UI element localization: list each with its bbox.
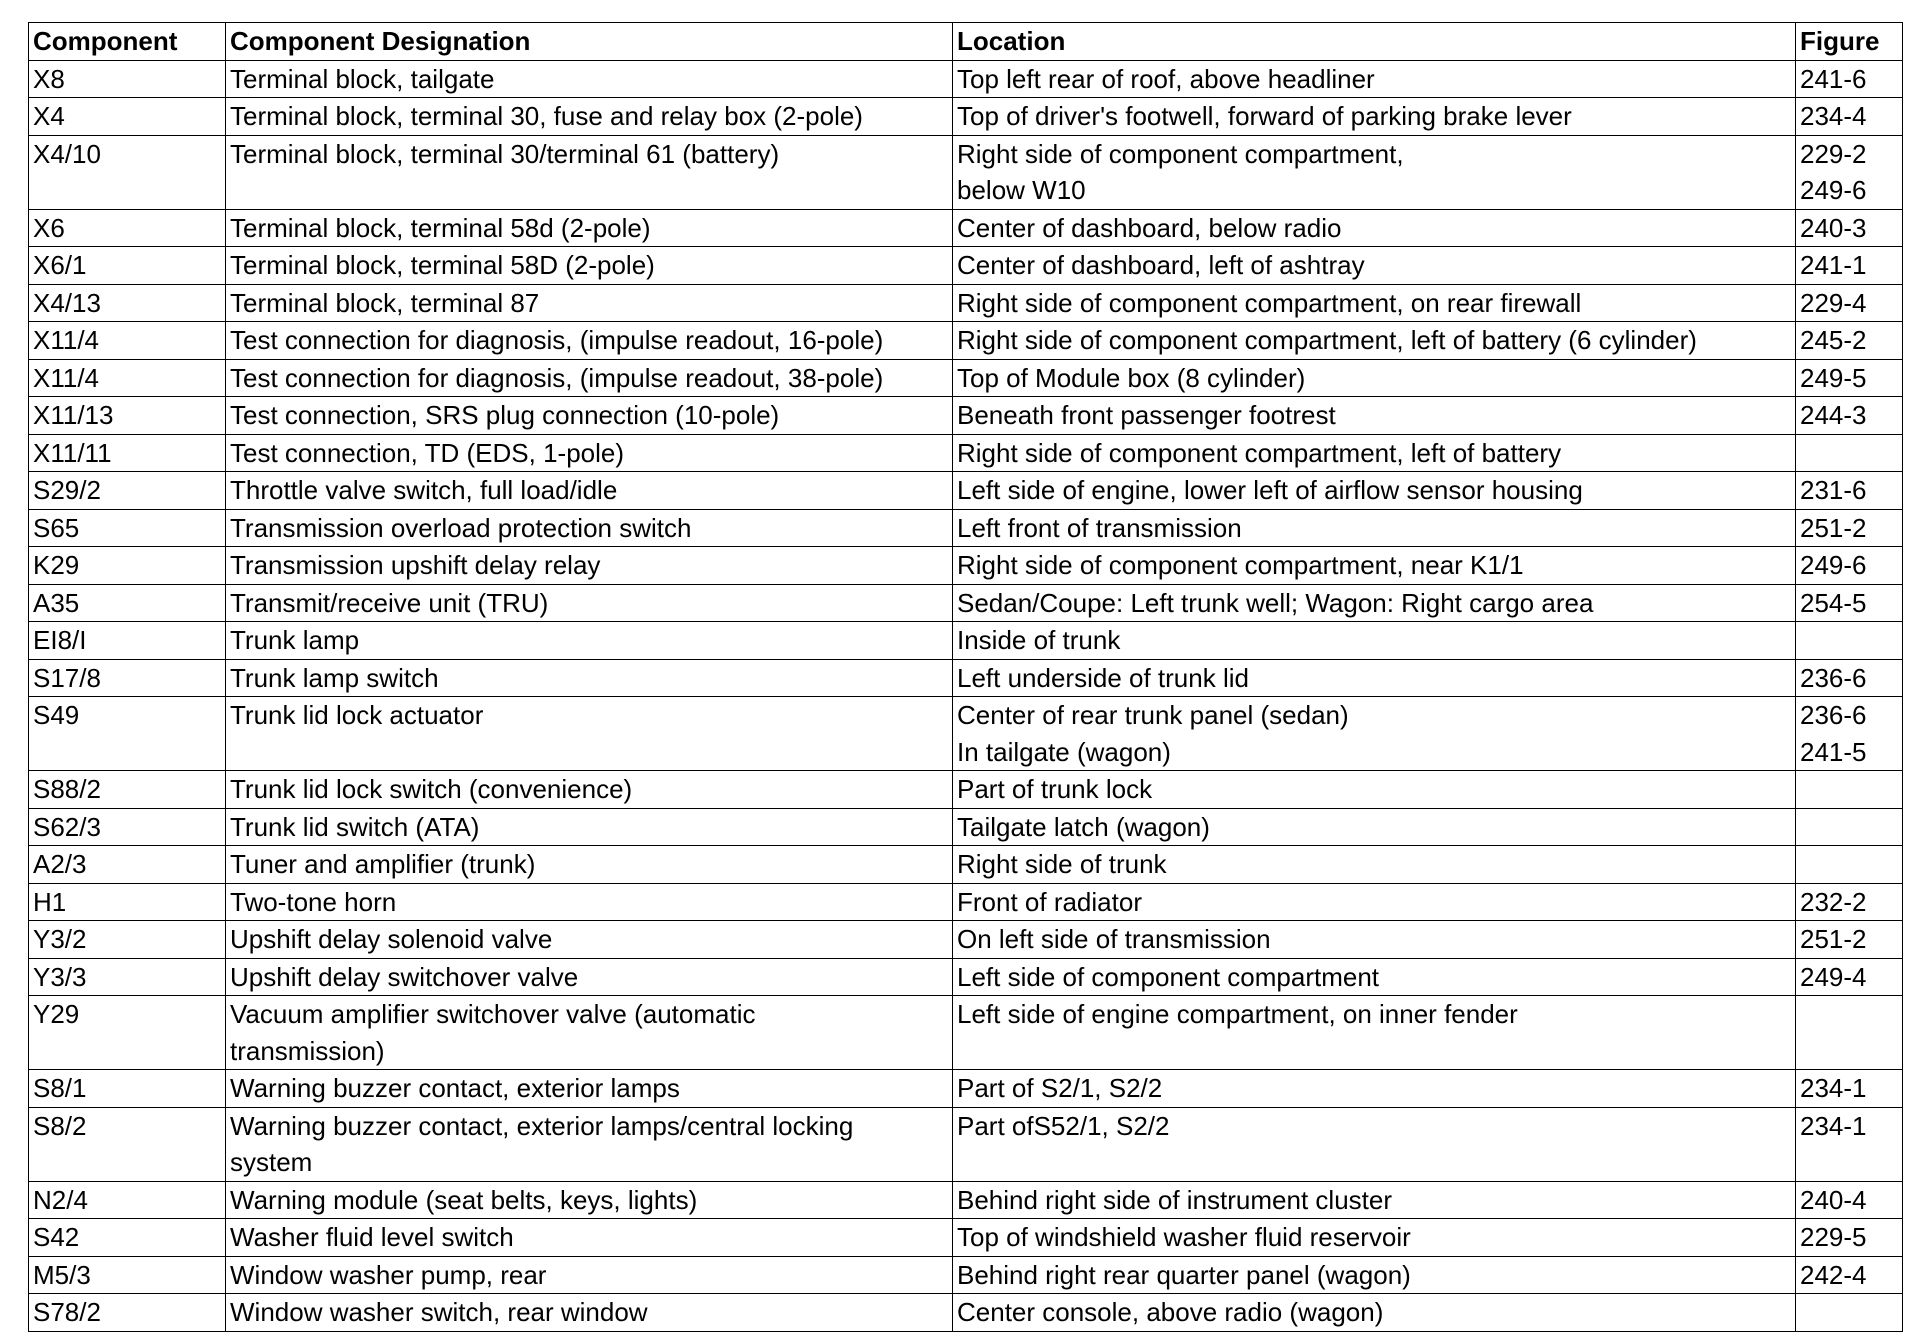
designation-line: Trunk lid lock switch (convenience) xyxy=(230,774,633,804)
figure-line xyxy=(1800,622,1902,659)
figure-cell xyxy=(1796,509,1903,547)
designation-line: Transmission overload protection switch xyxy=(230,512,692,543)
location-line: Left underside of trunk lid xyxy=(957,662,1249,693)
table-row xyxy=(29,1219,1903,1257)
designation-cell xyxy=(226,958,953,996)
table-row xyxy=(29,659,1903,697)
designation-cell xyxy=(226,996,953,1070)
designation-cell xyxy=(226,60,953,98)
table-row xyxy=(29,1107,1903,1181)
table-row xyxy=(29,547,1903,585)
figure-cell xyxy=(1796,284,1903,322)
designation-line: Two-tone horn xyxy=(230,886,397,917)
designation-cell xyxy=(226,434,953,472)
designation-line: transmission) xyxy=(230,1035,385,1066)
component-cell: X11/11 xyxy=(29,434,226,472)
table-row xyxy=(29,1181,1903,1219)
location-cell xyxy=(953,135,1796,209)
figure-line: 241-1 xyxy=(1800,250,1867,280)
figure-cell xyxy=(1796,1256,1903,1294)
table-row xyxy=(29,209,1903,247)
designation-line: Transmit/receive unit (TRU) xyxy=(230,587,549,618)
designation-cell xyxy=(226,359,953,397)
designation-cell xyxy=(226,883,953,921)
table-row xyxy=(29,397,1903,435)
location-line: Center console, above radio (wagon) xyxy=(957,1297,1384,1327)
component-cell: S62/3 xyxy=(29,808,226,846)
figure-cell xyxy=(1796,547,1903,585)
designation-line: Window washer switch, rear window xyxy=(230,1297,648,1327)
location-cell xyxy=(953,1070,1796,1108)
location-line: Part ofS52/1, S2/2 xyxy=(957,1110,1170,1141)
designation-cell xyxy=(226,322,953,360)
designation-line: Window washer pump, rear xyxy=(230,1259,547,1290)
location-line: Right side of component compartment, near K1/1 xyxy=(957,550,1524,580)
designation-cell xyxy=(226,1294,953,1332)
designation-cell xyxy=(226,547,953,585)
header-designation: Component Designation xyxy=(226,23,953,61)
component-cell: N2/4 xyxy=(29,1181,226,1219)
designation-cell xyxy=(226,622,953,660)
figure-cell xyxy=(1796,1294,1903,1332)
header-figure: Figure xyxy=(1796,23,1903,61)
designation-line: Terminal block, tailgate xyxy=(230,63,495,94)
figure-line xyxy=(1800,1294,1902,1331)
figure-cell xyxy=(1796,60,1903,98)
figure-cell xyxy=(1796,771,1903,809)
component-cell: S29/2 xyxy=(29,472,226,510)
figure-cell xyxy=(1796,808,1903,846)
designation-line: Warning module (seat belts, keys, lights) xyxy=(230,1184,698,1215)
location-cell xyxy=(953,247,1796,285)
component-cell: S78/2 xyxy=(29,1294,226,1332)
location-line: Part of trunk lock xyxy=(957,774,1153,804)
figure-line: 229-5 xyxy=(1800,1222,1867,1252)
designation-line: Terminal block, terminal 30, fuse and relay box (2-pole) xyxy=(230,101,863,131)
location-line: Top of windshield washer fluid reservoir xyxy=(957,1222,1411,1252)
location-line: Top of Module box (8 cylinder) xyxy=(957,362,1306,393)
figure-line: 251-2 xyxy=(1800,924,1867,954)
location-cell xyxy=(953,322,1796,360)
figure-line: 244-3 xyxy=(1800,400,1867,430)
designation-cell xyxy=(226,771,953,809)
component-cell: EI8/I xyxy=(29,622,226,660)
component-cell: M5/3 xyxy=(29,1256,226,1294)
location-cell xyxy=(953,397,1796,435)
figure-cell xyxy=(1796,883,1903,921)
table-row xyxy=(29,1256,1903,1294)
figure-line: 249-6 xyxy=(1800,550,1867,580)
location-cell xyxy=(953,808,1796,846)
designation-line: Upshift delay solenoid valve xyxy=(230,924,553,954)
designation-line: Test connection, SRS plug connection (10-pole) xyxy=(230,400,780,430)
designation-line: Upshift delay switchover valve xyxy=(230,961,579,992)
location-line: Front of radiator xyxy=(957,886,1142,917)
designation-cell xyxy=(226,1219,953,1257)
location-line: Right side of component compartment, on rear firewall xyxy=(957,287,1582,318)
location-line: Tailgate latch (wagon) xyxy=(957,811,1210,842)
location-line: On left side of transmission xyxy=(957,924,1271,954)
location-cell xyxy=(953,659,1796,697)
component-cell: A2/3 xyxy=(29,846,226,884)
location-cell xyxy=(953,359,1796,397)
location-line: Part of S2/1, S2/2 xyxy=(957,1073,1163,1103)
figure-cell xyxy=(1796,397,1903,435)
figure-cell xyxy=(1796,247,1903,285)
table-row xyxy=(29,60,1903,98)
designation-cell xyxy=(226,472,953,510)
component-cell: X11/13 xyxy=(29,397,226,435)
location-line: Behind right rear quarter panel (wagon) xyxy=(957,1259,1411,1290)
location-line: Right side of component compartment, left of battery xyxy=(957,437,1562,468)
figure-line: 229-2 xyxy=(1800,138,1867,169)
designation-cell xyxy=(226,584,953,622)
table-row xyxy=(29,771,1903,809)
figure-cell xyxy=(1796,1219,1903,1257)
component-table xyxy=(28,22,1903,1332)
header-row xyxy=(29,23,1903,61)
designation-line: Terminal block, terminal 30/terminal 61 (battery) xyxy=(230,138,780,169)
component-cell: K29 xyxy=(29,547,226,585)
figure-line: 249-5 xyxy=(1800,362,1867,393)
location-cell xyxy=(953,209,1796,247)
table-row xyxy=(29,135,1903,209)
table-row xyxy=(29,1070,1903,1108)
location-cell xyxy=(953,846,1796,884)
location-line: Right side of component compartment, left of battery (6 cylinder) xyxy=(957,325,1697,355)
designation-line: Transmission upshift delay relay xyxy=(230,550,601,580)
component-cell: S65 xyxy=(29,509,226,547)
location-line: Beneath front passenger footrest xyxy=(957,400,1336,430)
location-line: In tailgate (wagon) xyxy=(957,736,1171,767)
location-line: Behind right side of instrument cluster xyxy=(957,1184,1392,1215)
location-cell xyxy=(953,1256,1796,1294)
location-line: Center of dashboard, left of ashtray xyxy=(957,250,1365,280)
table-body xyxy=(29,60,1903,1331)
table-row xyxy=(29,359,1903,397)
location-cell xyxy=(953,1219,1796,1257)
table-row xyxy=(29,434,1903,472)
location-cell xyxy=(953,958,1796,996)
figure-line: 231-6 xyxy=(1800,475,1867,505)
location-line: Top left rear of roof, above headliner xyxy=(957,63,1375,94)
location-line: Center of rear trunk panel (sedan) xyxy=(957,700,1349,730)
header-component: Component xyxy=(29,23,226,61)
designation-cell xyxy=(226,284,953,322)
location-line: Sedan/Coupe: Left trunk well; Wagon: Right cargo area xyxy=(957,587,1594,618)
designation-cell xyxy=(226,98,953,136)
designation-line: Warning buzzer contact, exterior lamps xyxy=(230,1073,680,1103)
figure-cell xyxy=(1796,921,1903,959)
figure-line xyxy=(1800,771,1902,808)
location-cell xyxy=(953,98,1796,136)
figure-line: 234-1 xyxy=(1800,1073,1867,1103)
component-cell: H1 xyxy=(29,883,226,921)
location-cell xyxy=(953,434,1796,472)
table-row xyxy=(29,509,1903,547)
figure-cell xyxy=(1796,697,1903,771)
figure-line: 232-2 xyxy=(1800,886,1867,917)
figure-line: 234-4 xyxy=(1800,101,1867,131)
figure-line xyxy=(1800,809,1902,846)
table-row xyxy=(29,808,1903,846)
component-cell: X11/4 xyxy=(29,359,226,397)
component-cell: X4/13 xyxy=(29,284,226,322)
component-cell: S8/1 xyxy=(29,1070,226,1108)
figure-cell xyxy=(1796,1070,1903,1108)
figure-cell xyxy=(1796,1181,1903,1219)
figure-line xyxy=(1800,996,1902,1033)
location-line: Right side of trunk xyxy=(957,849,1167,879)
figure-line: 234-1 xyxy=(1800,1110,1867,1141)
component-cell: S49 xyxy=(29,697,226,771)
designation-line: Trunk lid lock actuator xyxy=(230,700,484,730)
figure-line: 240-4 xyxy=(1800,1184,1867,1215)
location-line: Left side of component compartment xyxy=(957,961,1380,992)
designation-line: Washer fluid level switch xyxy=(230,1222,514,1252)
figure-line: 241-5 xyxy=(1800,736,1867,767)
figure-cell xyxy=(1796,622,1903,660)
designation-cell xyxy=(226,1256,953,1294)
location-cell xyxy=(953,697,1796,771)
component-cell: X8 xyxy=(29,60,226,98)
figure-cell xyxy=(1796,98,1903,136)
designation-line: system xyxy=(230,1147,313,1177)
header-location: Location xyxy=(953,23,1796,61)
figure-line: 236-6 xyxy=(1800,700,1867,730)
figure-line: 242-4 xyxy=(1800,1259,1867,1290)
designation-line: Test connection, TD (EDS, 1-pole) xyxy=(230,437,625,468)
component-cell: X11/4 xyxy=(29,322,226,360)
figure-cell xyxy=(1796,434,1903,472)
designation-cell xyxy=(226,808,953,846)
figure-cell xyxy=(1796,996,1903,1070)
designation-cell xyxy=(226,247,953,285)
designation-line: Terminal block, terminal 87 xyxy=(230,287,540,318)
location-line: Top of driver's footwell, forward of parking brake lever xyxy=(957,101,1572,131)
table-row xyxy=(29,1294,1903,1332)
location-cell xyxy=(953,883,1796,921)
location-cell xyxy=(953,472,1796,510)
figure-cell xyxy=(1796,135,1903,209)
figure-cell xyxy=(1796,1107,1903,1181)
figure-line: 229-4 xyxy=(1800,287,1867,318)
designation-line: Test connection for diagnosis, (impulse readout, 38-pole) xyxy=(230,362,884,393)
location-cell xyxy=(953,996,1796,1070)
designation-line: Trunk lid switch (ATA) xyxy=(230,811,480,842)
designation-cell xyxy=(226,659,953,697)
location-line: Center of dashboard, below radio xyxy=(957,212,1342,243)
component-cell: X4 xyxy=(29,98,226,136)
component-cell: S88/2 xyxy=(29,771,226,809)
figure-line: 254-5 xyxy=(1800,587,1867,618)
location-cell xyxy=(953,284,1796,322)
table-row xyxy=(29,584,1903,622)
table-row xyxy=(29,622,1903,660)
location-cell xyxy=(953,1181,1796,1219)
component-cell: S8/2 xyxy=(29,1107,226,1181)
table-row xyxy=(29,98,1903,136)
component-cell: Y29 xyxy=(29,996,226,1070)
designation-cell xyxy=(226,1107,953,1181)
location-cell xyxy=(953,622,1796,660)
designation-cell xyxy=(226,846,953,884)
table-row xyxy=(29,472,1903,510)
designation-line: Trunk lamp switch xyxy=(230,662,439,693)
location-cell xyxy=(953,1107,1796,1181)
figure-cell xyxy=(1796,584,1903,622)
designation-cell xyxy=(226,1070,953,1108)
location-cell xyxy=(953,584,1796,622)
location-cell xyxy=(953,509,1796,547)
table-row xyxy=(29,958,1903,996)
figure-line xyxy=(1800,435,1902,472)
designation-cell xyxy=(226,135,953,209)
designation-cell xyxy=(226,209,953,247)
figure-cell xyxy=(1796,659,1903,697)
figure-line: 249-4 xyxy=(1800,961,1867,992)
figure-cell xyxy=(1796,846,1903,884)
table-row xyxy=(29,883,1903,921)
designation-line: Throttle valve switch, full load/idle xyxy=(230,475,618,505)
designation-cell xyxy=(226,697,953,771)
figure-cell xyxy=(1796,209,1903,247)
component-cell: X4/10 xyxy=(29,135,226,209)
designation-line: Warning buzzer contact, exterior lamps/central locking xyxy=(230,1110,854,1141)
table-row xyxy=(29,247,1903,285)
component-cell: X6/1 xyxy=(29,247,226,285)
designation-cell xyxy=(226,921,953,959)
location-line: Left side of engine, lower left of airflow sensor housing xyxy=(957,475,1583,505)
location-line: Right side of component compartment, xyxy=(957,138,1404,169)
figure-cell xyxy=(1796,958,1903,996)
designation-cell xyxy=(226,1181,953,1219)
location-line: Inside of trunk xyxy=(957,625,1121,655)
table-row xyxy=(29,322,1903,360)
component-cell: Y3/3 xyxy=(29,958,226,996)
figure-line xyxy=(1800,846,1902,883)
component-cell: Y3/2 xyxy=(29,921,226,959)
figure-line: 249-6 xyxy=(1800,175,1867,205)
designation-line: Vacuum amplifier switchover valve (automatic xyxy=(230,999,756,1029)
location-cell xyxy=(953,547,1796,585)
designation-line: Terminal block, terminal 58D (2-pole) xyxy=(230,250,655,280)
location-cell xyxy=(953,921,1796,959)
figure-line: 240-3 xyxy=(1800,212,1867,243)
component-cell: S17/8 xyxy=(29,659,226,697)
location-cell xyxy=(953,771,1796,809)
figure-cell xyxy=(1796,472,1903,510)
figure-line: 245-2 xyxy=(1800,325,1867,355)
figure-line: 236-6 xyxy=(1800,662,1867,693)
component-cell: S42 xyxy=(29,1219,226,1257)
designation-line: Terminal block, terminal 58d (2-pole) xyxy=(230,212,651,243)
designation-line: Test connection for diagnosis, (impulse readout, 16-pole) xyxy=(230,325,884,355)
designation-cell xyxy=(226,509,953,547)
table-row xyxy=(29,846,1903,884)
figure-line: 251-2 xyxy=(1800,512,1867,543)
designation-line: Trunk lamp xyxy=(230,625,360,655)
designation-line: Tuner and amplifier (trunk) xyxy=(230,849,536,879)
component-cell: A35 xyxy=(29,584,226,622)
figure-cell xyxy=(1796,359,1903,397)
designation-cell xyxy=(226,397,953,435)
component-cell: X6 xyxy=(29,209,226,247)
figure-line: 241-6 xyxy=(1800,63,1867,94)
table-row xyxy=(29,996,1903,1070)
location-line: below W10 xyxy=(957,175,1086,205)
table-row xyxy=(29,284,1903,322)
location-cell xyxy=(953,1294,1796,1332)
table-row xyxy=(29,697,1903,771)
location-line: Left side of engine compartment, on inner fender xyxy=(957,999,1518,1029)
location-line: Left front of transmission xyxy=(957,512,1242,543)
location-cell xyxy=(953,60,1796,98)
table-row xyxy=(29,921,1903,959)
figure-cell xyxy=(1796,322,1903,360)
